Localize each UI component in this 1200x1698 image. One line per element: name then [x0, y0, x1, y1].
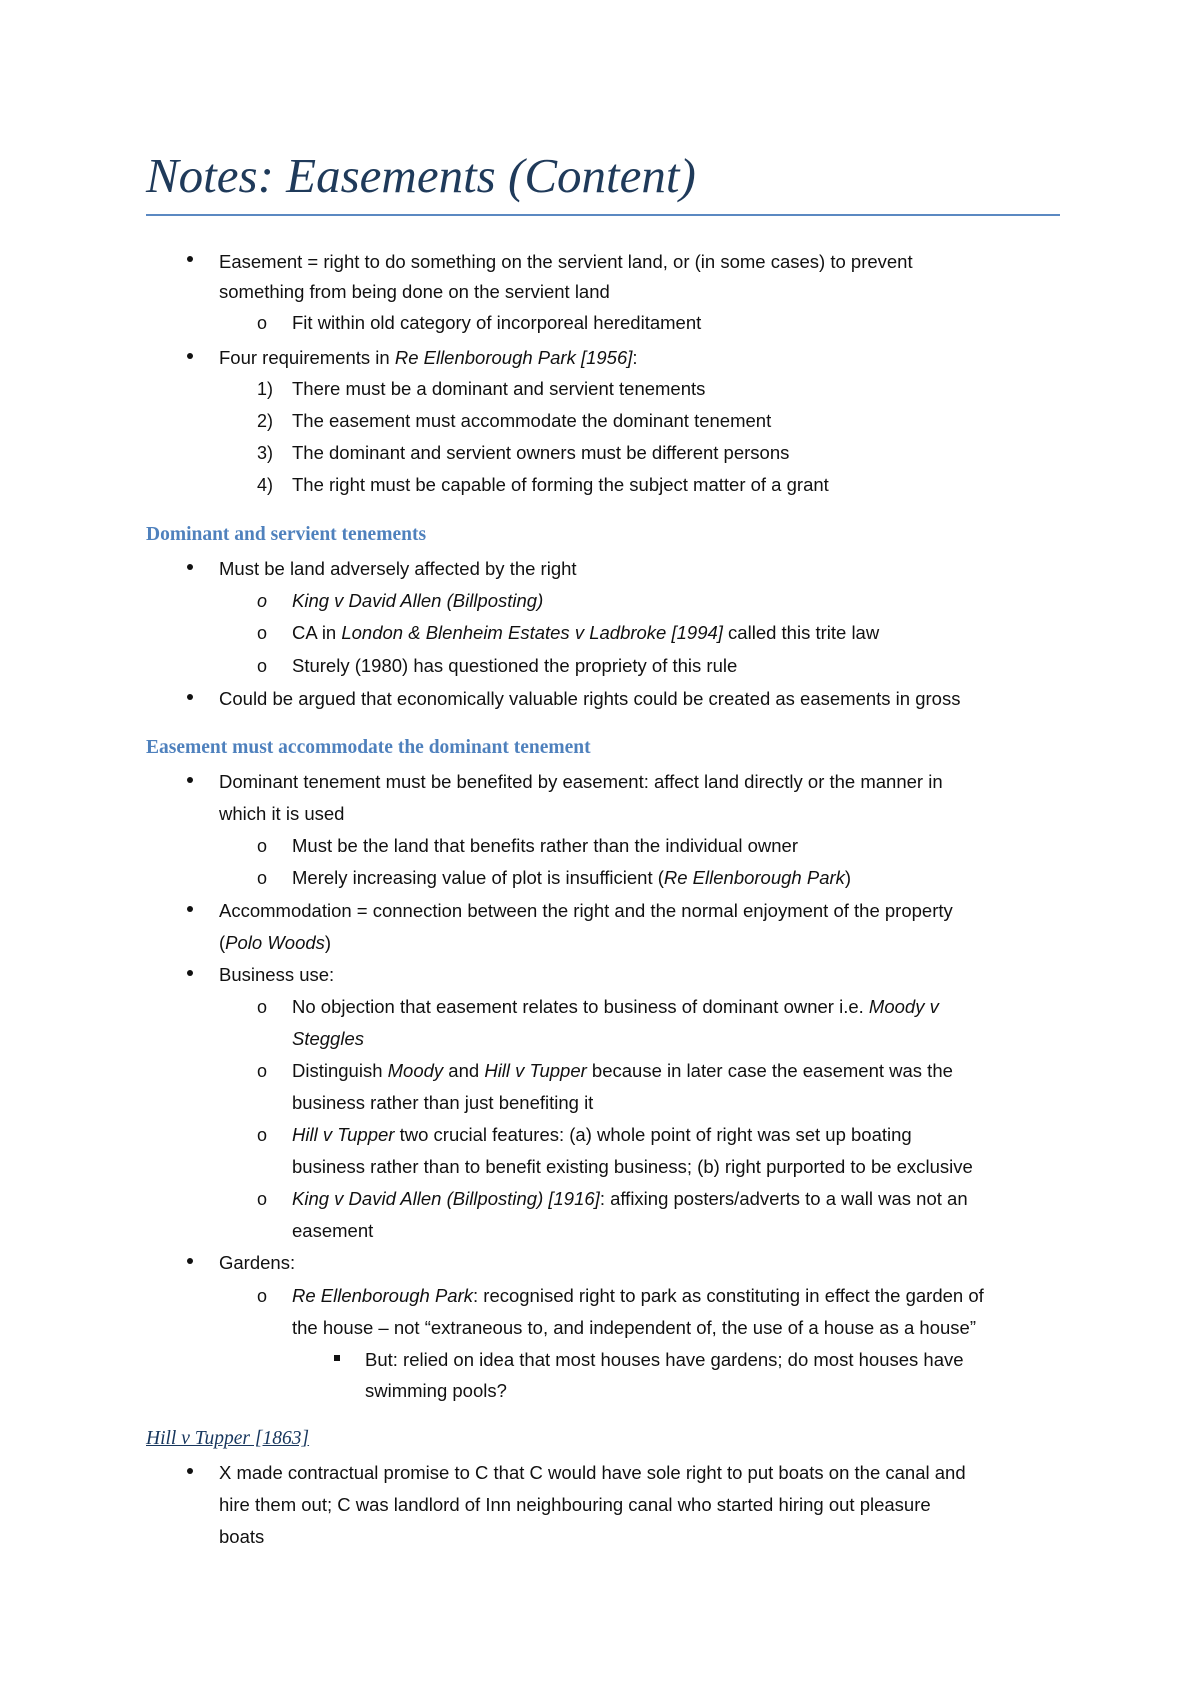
sub-list-item: Must be the land that benefits rather than the individual owner	[292, 835, 798, 856]
list-item: X made contractual promise to C that C would have sole right to put boats on the canal and	[219, 1462, 966, 1483]
sub-list-item-continuation	[292, 1028, 364, 1050]
number-marker: 4)	[257, 475, 274, 495]
sub-bullet-marker: o	[257, 1125, 268, 1145]
sub-list-item: Sturely (1980) has questioned the propriety of this rule	[292, 655, 738, 676]
list-item: Four requirements in Re Ellenborough Park [1956]:	[219, 347, 638, 368]
bullet-dot	[187, 1468, 193, 1474]
title-underline	[146, 214, 1060, 216]
case-name: Re Ellenborough Park	[292, 1285, 473, 1306]
case-name: Hill v Tupper	[292, 1124, 395, 1145]
list-item-continuation: which it is used	[219, 803, 345, 824]
sub-bullet-marker: o	[257, 1189, 268, 1209]
sub-sub-list-item: But: relied on idea that most houses have gardens; do most houses have	[365, 1349, 964, 1370]
bullet-dot	[187, 256, 193, 262]
sub-bullet-marker: o	[257, 313, 268, 333]
list-item: Business use:	[219, 964, 335, 985]
sub-bullet-marker: o	[257, 623, 268, 643]
list-item: Gardens:	[219, 1252, 296, 1273]
numbered-item: The right must be capable of forming the subject matter of a grant	[292, 474, 829, 495]
sub-bullet-marker: o	[257, 656, 268, 676]
sub-list-item-continuation: business rather than to benefit existing business; (b) right purported to be exclusive	[292, 1156, 973, 1177]
case-name: Polo Woods	[225, 932, 325, 953]
sub-list-item: Fit within old category of incorporeal hereditament	[292, 312, 702, 333]
bullet-dot	[187, 1258, 193, 1264]
case-name: Hill v Tupper	[484, 1060, 587, 1081]
sub-list-item: Merely increasing value of plot is insufficient (Re Ellenborough Park)	[292, 867, 852, 888]
sub-list-item: CA in London & Blenheim Estates v Ladbroke [1994] called this trite law	[292, 622, 880, 643]
case-name: Steggles	[292, 1028, 364, 1049]
sub-bullet-marker: o	[257, 868, 268, 888]
sub-list-item: Re Ellenborough Park: recognised right to park as constituting in effect the garden of	[292, 1285, 984, 1306]
sub-bullet-marker: o	[257, 591, 268, 611]
sub-bullet-marker: o	[257, 836, 268, 856]
sub-sub-list-item-continuation: swimming pools?	[365, 1380, 507, 1401]
list-item: Easement = right to do something on the servient land, or (in some cases) to prevent	[219, 251, 913, 272]
bullet-dot	[187, 777, 193, 783]
list-item-continuation: something from being done on the servient land	[219, 281, 610, 302]
sub-bullet-marker: o	[257, 997, 268, 1017]
number-marker: 1)	[257, 379, 274, 399]
numbered-item: There must be a dominant and servient tenements	[292, 378, 706, 399]
list-item-continuation: (Polo Woods)	[219, 932, 332, 953]
section-heading: Easement must accommodate the dominant tenement	[146, 737, 591, 758]
page-title: Notes: Easements (Content)	[146, 148, 696, 203]
numbered-item: The easement must accommodate the dominant tenement	[292, 410, 772, 431]
bullet-dot	[187, 970, 193, 976]
list-item-continuation: hire them out; C was landlord of Inn neighbouring canal who started hiring out pleasure	[219, 1494, 931, 1515]
bullet-dot	[187, 694, 193, 700]
list-item: Could be argued that economically valuable rights could be created as easements in gross	[219, 688, 961, 709]
sub-list-item-continuation: the house – not “extraneous to, and independent of, the use of a house as a house”	[292, 1317, 976, 1338]
numbered-item: The dominant and servient owners must be different persons	[292, 442, 790, 463]
sub-bullet-marker: o	[257, 1061, 268, 1081]
sub-list-item: King v David Allen (Billposting) [1916]: affixing posters/adverts to a wall was not an	[292, 1188, 968, 1209]
case-name: Re Ellenborough Park	[663, 867, 845, 888]
section-heading-link[interactable]: Hill v Tupper [1863]	[146, 1428, 310, 1449]
number-marker: 2)	[257, 411, 274, 431]
case-name: King v David Allen (Billposting) [1916]	[292, 1188, 600, 1209]
bullet-dot	[187, 906, 193, 912]
case-name: Moody	[387, 1060, 444, 1081]
bullet-dot	[187, 564, 193, 570]
case-name: Re Ellenborough Park [1956]	[394, 347, 633, 368]
sub-list-item-continuation: easement	[292, 1220, 374, 1241]
case-name: King v David Allen (Billposting)	[292, 590, 544, 611]
list-item: Accommodation = connection between the right and the normal enjoyment of the property	[219, 900, 953, 921]
number-marker: 3)	[257, 443, 274, 463]
sub-list-item: Hill v Tupper two crucial features: (a) whole point of right was set up boating	[292, 1124, 912, 1145]
sub-list-item	[292, 590, 543, 612]
sub-list-item: No objection that easement relates to business of dominant owner i.e. Moody v	[292, 996, 939, 1017]
case-name: London & Blenheim Estates v Ladbroke [1994]	[341, 622, 723, 643]
list-item: Must be land adversely affected by the right	[219, 558, 577, 579]
square-bullet	[334, 1355, 340, 1361]
bullet-dot	[187, 353, 193, 359]
list-item: Dominant tenement must be benefited by easement: affect land directly or the manner in	[219, 771, 943, 792]
list-item-continuation: boats	[219, 1526, 265, 1547]
sub-bullet-marker: o	[257, 1286, 268, 1306]
section-heading: Dominant and servient tenements	[146, 524, 427, 545]
sub-list-item: Distinguish Moody and Hill v Tupper because in later case the easement was the	[292, 1060, 953, 1081]
case-name: Moody v	[868, 996, 939, 1017]
sub-list-item-continuation: business rather than just benefiting it	[292, 1092, 594, 1113]
